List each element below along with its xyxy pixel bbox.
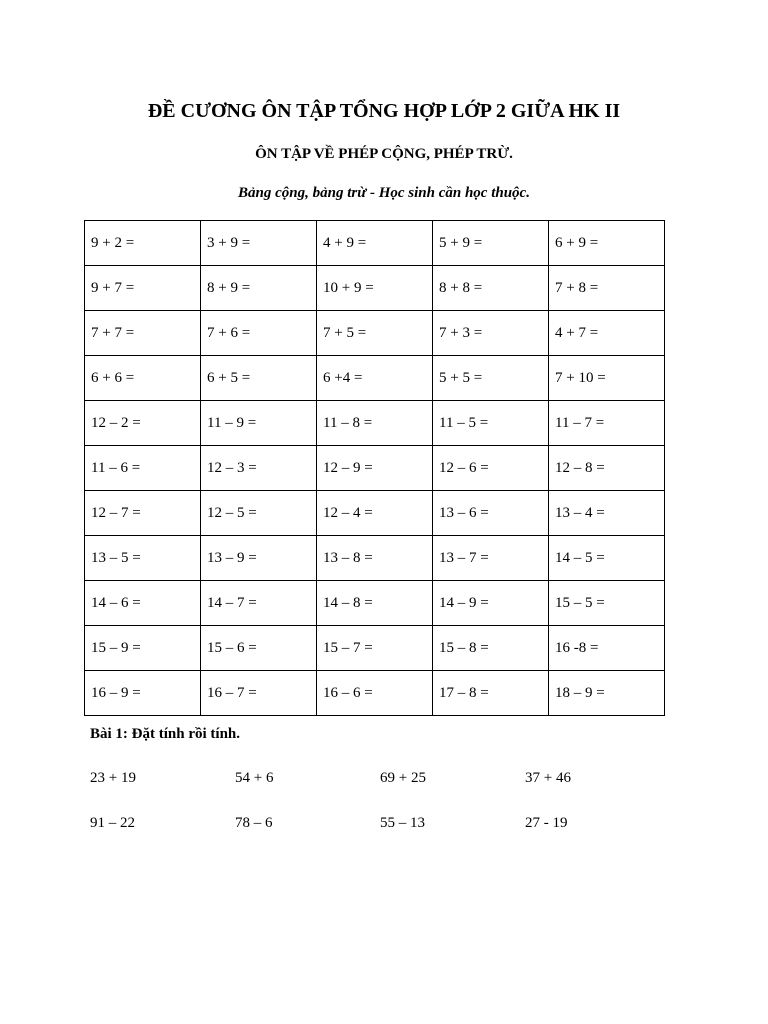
table-cell: 13 – 5 = bbox=[85, 536, 201, 581]
table-cell: 11 – 9 = bbox=[201, 401, 317, 446]
page-title: ĐỀ CƯƠNG ÔN TẬP TỔNG HỢP LỚP 2 GIỮA HK II bbox=[147, 100, 621, 122]
table-cell: 13 – 4 = bbox=[549, 491, 665, 536]
table-cell: 11 – 5 = bbox=[433, 401, 549, 446]
table-cell: 18 – 9 = bbox=[549, 671, 665, 716]
table-cell: 8 + 8 = bbox=[433, 266, 549, 311]
table-row bbox=[85, 491, 665, 536]
problem: 91 – 22 bbox=[90, 815, 135, 831]
table-cell: 13 – 9 = bbox=[201, 536, 317, 581]
table-row bbox=[85, 671, 665, 716]
table-row bbox=[85, 536, 665, 581]
table-cell: 6 +4 = bbox=[317, 356, 433, 401]
table-row bbox=[85, 221, 665, 266]
table-cell: 7 + 3 = bbox=[433, 311, 549, 356]
table-cell: 6 + 9 = bbox=[549, 221, 665, 266]
table-cell: 11 – 6 = bbox=[85, 446, 201, 491]
table-cell: 7 + 10 = bbox=[549, 356, 665, 401]
arithmetic-facts-table bbox=[84, 220, 665, 716]
table-cell: 15 – 8 = bbox=[433, 626, 549, 671]
table-cell: 12 – 5 = bbox=[201, 491, 317, 536]
table-cell: 11 – 8 = bbox=[317, 401, 433, 446]
table-cell: 14 – 8 = bbox=[317, 581, 433, 626]
table-cell: 13 – 7 = bbox=[433, 536, 549, 581]
table-cell: 16 – 9 = bbox=[85, 671, 201, 716]
table-cell: 4 + 7 = bbox=[549, 311, 665, 356]
table-cell: 12 – 8 = bbox=[549, 446, 665, 491]
table-cell: 14 – 6 = bbox=[85, 581, 201, 626]
table-cell: 15 – 7 = bbox=[317, 626, 433, 671]
table-cell: 7 + 8 = bbox=[549, 266, 665, 311]
table-row bbox=[85, 401, 665, 446]
problem: 69 + 25 bbox=[380, 770, 426, 786]
table-cell: 16 -8 = bbox=[549, 626, 665, 671]
table-cell: 12 – 4 = bbox=[317, 491, 433, 536]
table-cell: 12 – 3 = bbox=[201, 446, 317, 491]
table-cell: 13 – 8 = bbox=[317, 536, 433, 581]
table-cell: 7 + 5 = bbox=[317, 311, 433, 356]
table-cell: 12 – 6 = bbox=[433, 446, 549, 491]
table-row bbox=[85, 266, 665, 311]
facts-table-body bbox=[85, 221, 665, 716]
table-cell: 12 – 2 = bbox=[85, 401, 201, 446]
problem: 23 + 19 bbox=[90, 770, 136, 786]
problem: 37 + 46 bbox=[525, 770, 571, 786]
table-cell: 9 + 7 = bbox=[85, 266, 201, 311]
table-cell: 7 + 6 = bbox=[201, 311, 317, 356]
table-cell: 5 + 5 = bbox=[433, 356, 549, 401]
section-subtitle: ÔN TẬP VỀ PHÉP CỘNG, PHÉP TRỪ. bbox=[255, 146, 513, 162]
table-cell: 4 + 9 = bbox=[317, 221, 433, 266]
table-cell: 16 – 6 = bbox=[317, 671, 433, 716]
table-cell: 16 – 7 = bbox=[201, 671, 317, 716]
table-cell: 10 + 9 = bbox=[317, 266, 433, 311]
table-row bbox=[85, 581, 665, 626]
table-cell: 5 + 9 = bbox=[433, 221, 549, 266]
table-cell: 6 + 6 = bbox=[85, 356, 201, 401]
problem: 27 - 19 bbox=[525, 815, 568, 831]
table-cell: 9 + 2 = bbox=[85, 221, 201, 266]
problem: 54 + 6 bbox=[235, 770, 274, 786]
study-note: Bảng cộng, bảng trừ - Học sinh cần học thuộc. bbox=[238, 185, 530, 201]
exercise-1-heading: Bài 1: Đặt tính rồi tính. bbox=[90, 726, 241, 742]
exercise-1-row-1 bbox=[90, 770, 690, 790]
table-row bbox=[85, 626, 665, 671]
table-cell: 8 + 9 = bbox=[201, 266, 317, 311]
table-cell: 14 – 7 = bbox=[201, 581, 317, 626]
table-cell: 12 – 9 = bbox=[317, 446, 433, 491]
table-cell: 14 – 5 = bbox=[549, 536, 665, 581]
problem: 55 – 13 bbox=[380, 815, 425, 831]
table-cell: 3 + 9 = bbox=[201, 221, 317, 266]
table-cell: 12 – 7 = bbox=[85, 491, 201, 536]
table-cell: 13 – 6 = bbox=[433, 491, 549, 536]
table-row bbox=[85, 446, 665, 491]
table-cell: 15 – 5 = bbox=[549, 581, 665, 626]
table-row bbox=[85, 311, 665, 356]
table-row bbox=[85, 356, 665, 401]
table-cell: 17 – 8 = bbox=[433, 671, 549, 716]
table-cell: 7 + 7 = bbox=[85, 311, 201, 356]
table-cell: 15 – 9 = bbox=[85, 626, 201, 671]
exercise-1-row-2 bbox=[90, 815, 690, 835]
table-cell: 14 – 9 = bbox=[433, 581, 549, 626]
problem: 78 – 6 bbox=[235, 815, 273, 831]
table-cell: 11 – 7 = bbox=[549, 401, 665, 446]
table-cell: 15 – 6 = bbox=[201, 626, 317, 671]
table-cell: 6 + 5 = bbox=[201, 356, 317, 401]
